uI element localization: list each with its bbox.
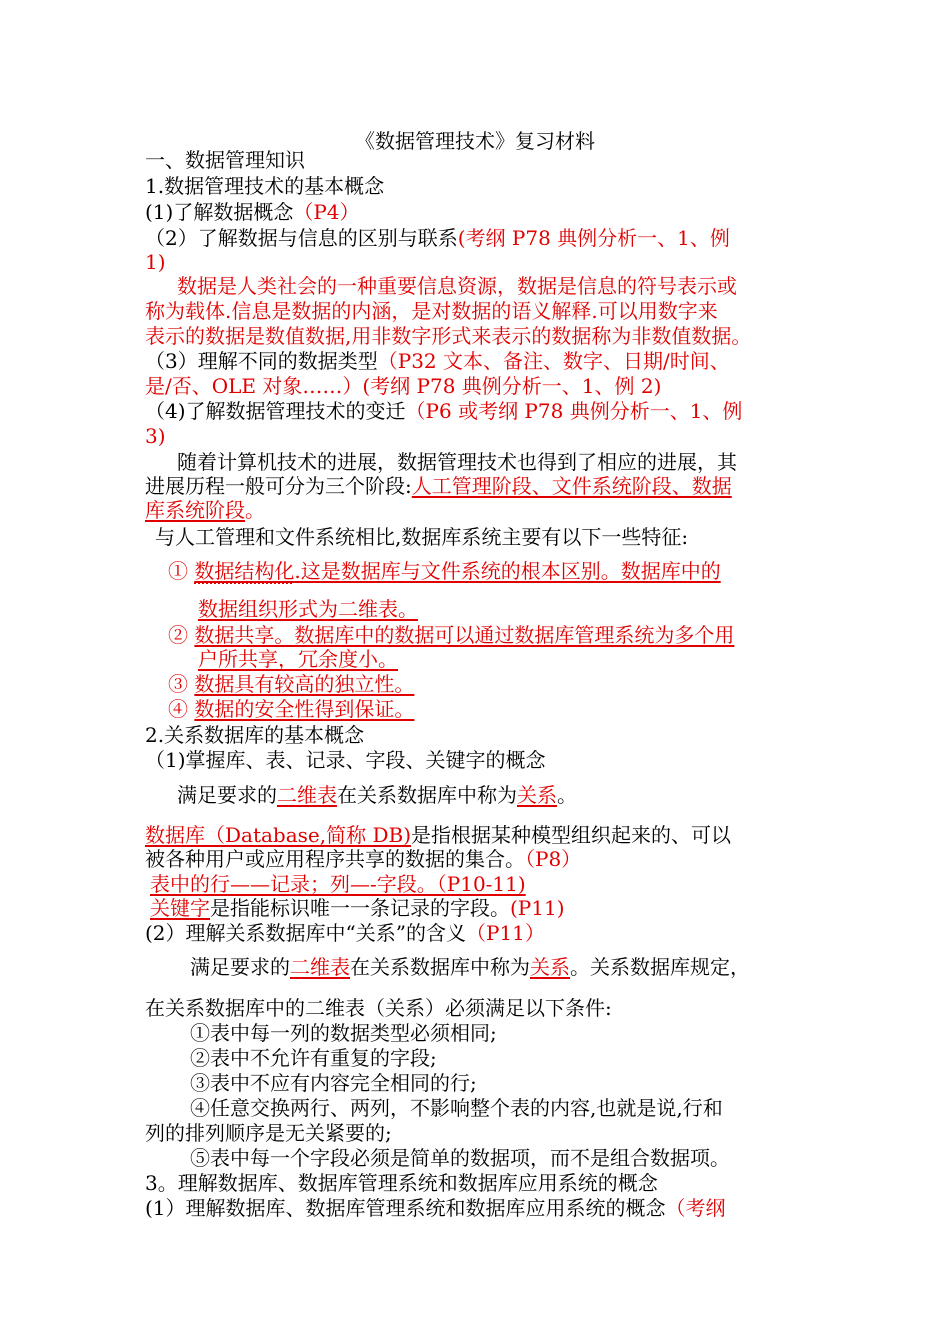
line-item: （2）了解数据与信息的区别与联系(考纲 P78 典例分析一、1、例 [145, 226, 730, 250]
line-item: 3) [145, 424, 166, 448]
document-title: 《数据管理技术》复习材料 [355, 129, 595, 153]
heading-1: 一、数据管理知识 [145, 148, 305, 172]
paragraph-line: 进展历程一般可分为三个阶段:人工管理阶段、文件系统阶段、数据 [145, 474, 732, 498]
paragraph-line: 满足要求的二维表在关系数据库中称为关系。 [177, 783, 577, 807]
line-item: （4)了解数据管理技术的变迁（P6 或考纲 P78 典例分析一、1、例 [145, 399, 743, 423]
paragraph-line: 数据库（Database,简称 DB)是指根据某种模型组织起来的、可以 [145, 823, 731, 847]
paragraph-line: 表示的数据是数值数据,用非数字形式来表示的数据称为非数值数据。 [145, 324, 752, 348]
condition-2: ②表中不允许有重复的字段; [190, 1046, 437, 1070]
condition-4: ④任意交换两行、两列，不影响整个表的内容,也就是说,行和 [190, 1096, 723, 1120]
line-item: (1)了解数据概念（P4） [145, 200, 360, 224]
paragraph-line: 关键字是指能标识唯一一条记录的字段。(P11) [150, 896, 565, 920]
paragraph-line: 满足要求的二维表在关系数据库中称为关系。关系数据库规定， [190, 955, 750, 979]
paragraph-line: 与人工管理和文件系统相比,数据库系统主要有以下一些特征: [155, 525, 689, 549]
line-item: 是/否、OLE 对象……）(考纲 P78 典例分析一、1、例 2) [145, 374, 662, 398]
feature-4: ④ 数据的安全性得到保证。 [168, 697, 415, 721]
line-item: （3）理解不同的数据类型（P32 文本、备注、数字、日期/时间、 [145, 349, 730, 373]
condition-4-cont: 列的排列顺序是无关紧要的; [145, 1121, 392, 1145]
condition-1: ①表中每一列的数据类型必须相同; [190, 1021, 497, 1045]
heading-1-2: 2.关系数据库的基本概念 [145, 723, 365, 747]
paragraph-line: 在关系数据库中的二维表（关系）必须满足以下条件: [145, 996, 612, 1020]
line-item: 1) [145, 250, 166, 274]
line-item: (2）理解关系数据库中“关系”的含义（P11） [145, 921, 545, 945]
feature-2-cont: 户所共享，冗余度小。 [198, 647, 398, 671]
feature-1-cont: 数据组织形式为二维表。 [198, 597, 418, 621]
paragraph-line: 数据是人类社会的一种重要信息资源，数据是信息的符号表示或 [177, 274, 737, 298]
paragraph-line: 库系统阶段。 [145, 498, 265, 522]
heading-1-1: 1.数据管理技术的基本概念 [145, 174, 385, 198]
condition-5: ⑤表中每一个字段必须是简单的数据项，而不是组合数据项。 [190, 1146, 730, 1170]
paragraph-line: 表中的行——记录；列—-字段。（P10-11) [150, 872, 526, 896]
feature-3: ③ 数据具有较高的独立性。 [168, 672, 415, 696]
feature-2: ② 数据共享。数据库中的数据可以通过数据库管理系统为多个用 [168, 623, 735, 647]
paragraph-line: 称为载体.信息是数据的内涵，是对数据的语义解释.可以用数字来 [145, 299, 718, 323]
line-item: (1）理解数据库、数据库管理系统和数据库应用系统的概念（考纲 [145, 1196, 726, 1220]
paragraph-line: 随着计算机技术的进展，数据管理技术也得到了相应的进展，其 [177, 450, 737, 474]
feature-1: ① 数据结构化.这是数据库与文件系统的根本区别。数据库中的 [168, 559, 721, 583]
heading-1-3: 3。理解数据库、数据库管理系统和数据库应用系统的概念 [145, 1171, 658, 1195]
condition-3: ③表中不应有内容完全相同的行; [190, 1071, 477, 1095]
paragraph-line: 被各种用户或应用程序共享的数据的集合。（P8） [145, 847, 582, 871]
line-item: （1)掌握库、表、记录、字段、关键字的概念 [145, 748, 546, 772]
